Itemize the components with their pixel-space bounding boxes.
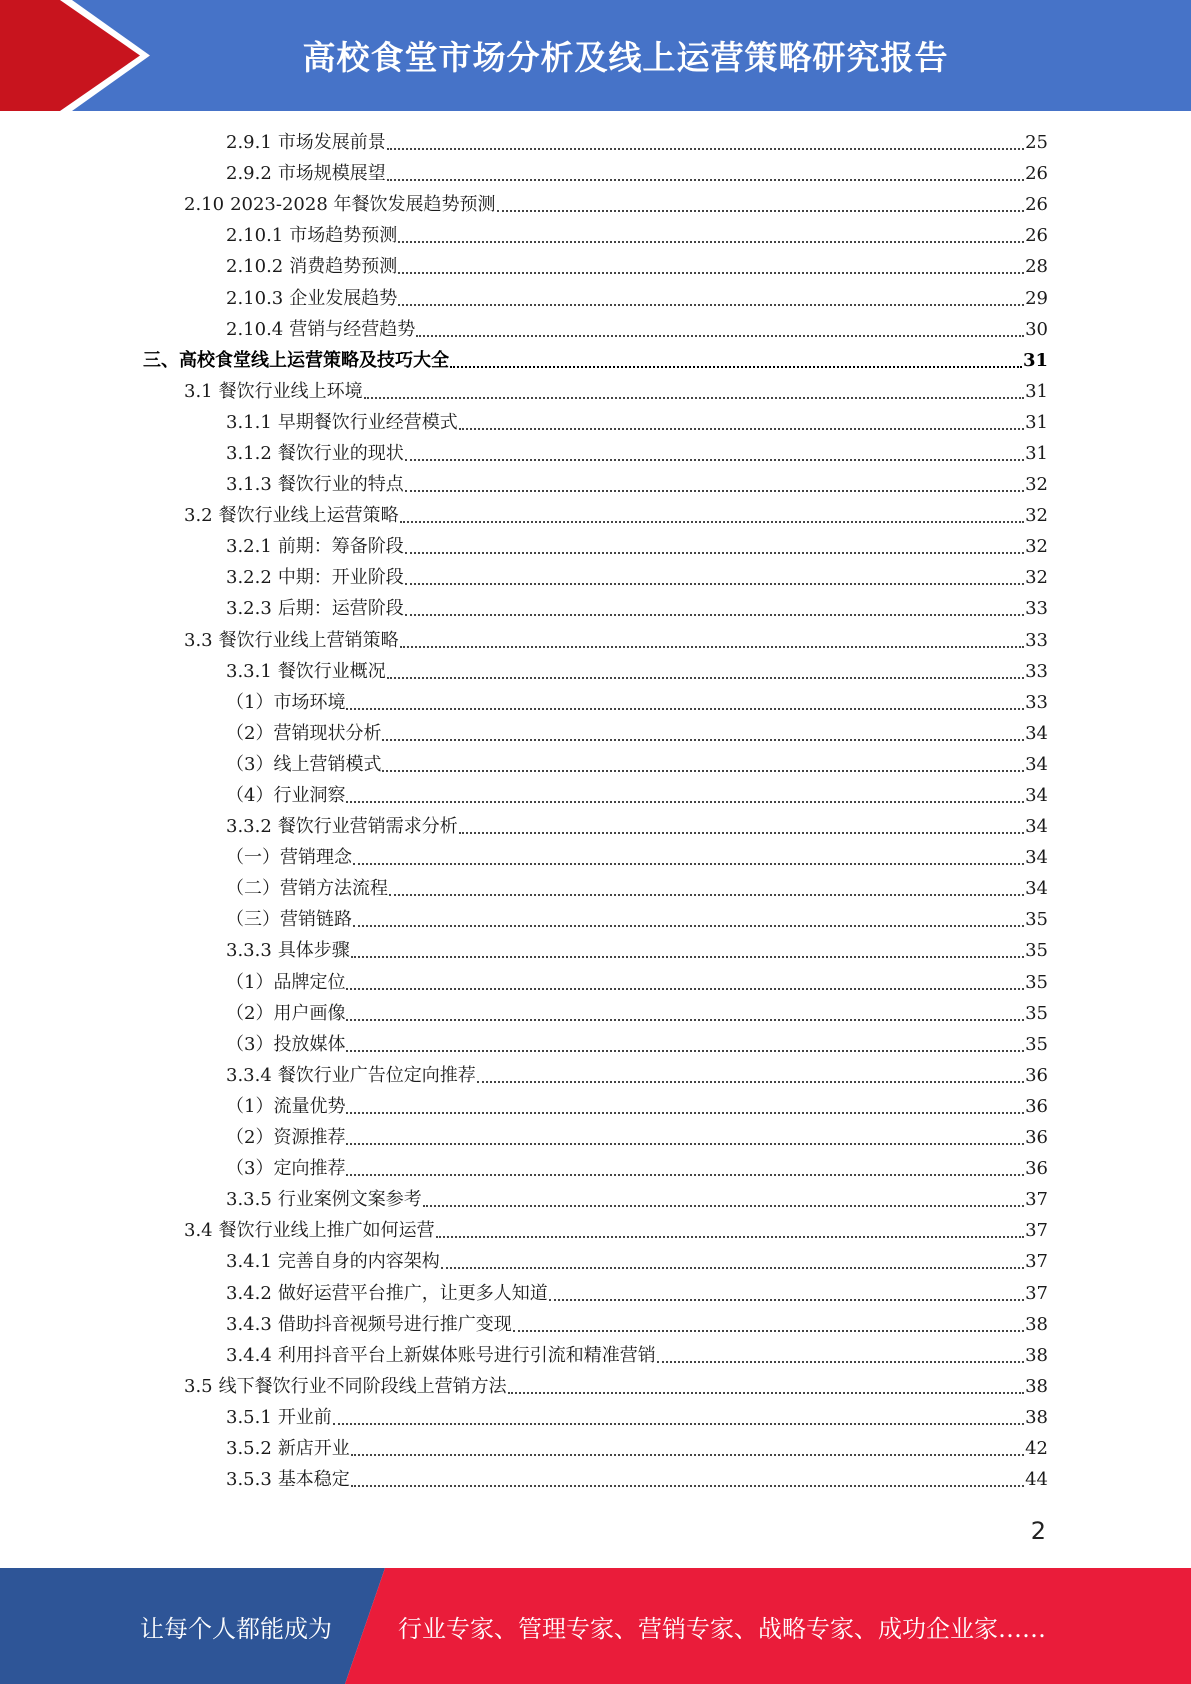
toc-entry[interactable] (0, 282, 1191, 313)
toc-entry[interactable] (0, 127, 1191, 158)
toc-entry-title: 流量优势 (273, 1095, 346, 1117)
toc-dot-leader (382, 749, 1024, 780)
toc-dot-leader (387, 158, 1024, 189)
toc-dot-leader (346, 1153, 1024, 1184)
toc-entry-label (226, 1246, 440, 1277)
toc-entry-number: 3.5.1 (226, 1406, 272, 1428)
toc-entry-number: 3.3 (184, 629, 213, 651)
toc-entry-page: 34 (1025, 878, 1048, 900)
toc-entry-title: 营销方法流程 (280, 878, 388, 900)
toc-entry-number: 3.5.3 (226, 1469, 272, 1491)
toc-dot-leader (400, 625, 1024, 656)
toc-entry-label (226, 935, 350, 966)
toc-entry-title: 线下餐饮行业不同阶段线上营销方法 (218, 1375, 507, 1397)
toc-dot-leader (346, 998, 1024, 1029)
toc-entry-label (226, 1464, 350, 1495)
toc-entry-number: 三、 (143, 349, 179, 371)
toc-entry-number: 3.2.3 (226, 598, 272, 620)
toc-entry-title: 营销理念 (280, 847, 352, 869)
toc-entry-page: 44 (1025, 1469, 1048, 1491)
toc-entry[interactable] (0, 749, 1191, 780)
toc-entry-label (226, 1340, 656, 1371)
toc-entry-number: 2.10.1 (226, 225, 284, 247)
toc-entry-title: 用户画像 (273, 1002, 346, 1024)
page-footer (0, 1568, 1191, 1684)
toc-entry-page: 26 (1025, 194, 1048, 216)
toc-entry-number: （1） (226, 1095, 274, 1117)
toc-entry-page: 34 (1025, 785, 1048, 807)
footer-slogan-right: 行业专家、管理专家、营销专家、战略专家、成功企业家…… (398, 1614, 1046, 1643)
toc-dot-leader (405, 438, 1024, 469)
toc-entry[interactable] (0, 1184, 1191, 1215)
toc-entry-title: 企业发展趋势 (289, 287, 398, 309)
toc-dot-leader (387, 127, 1024, 158)
toc-dot-leader (441, 1246, 1024, 1277)
toc-entry[interactable] (0, 687, 1191, 718)
toc-entry-number: 3.3.2 (226, 816, 272, 838)
toc-entry-page: 32 (1025, 567, 1048, 589)
footer-slogan-left: 让每个人都能成为 (140, 1614, 332, 1643)
toc-entry-page: 37 (1025, 1251, 1048, 1273)
toc-entry-page: 33 (1025, 598, 1048, 620)
toc-entry-label (226, 1309, 512, 1340)
toc-entry-label (226, 1122, 345, 1153)
toc-entry-number: 3.2.1 (226, 536, 272, 558)
toc-entry-label (184, 625, 399, 656)
toc-entry-page: 31 (1025, 442, 1048, 464)
toc-entry-page: 34 (1025, 816, 1048, 838)
toc-entry[interactable] (0, 656, 1191, 687)
toc-entry[interactable] (0, 438, 1191, 469)
toc-entry-number: 3.4.4 (226, 1344, 272, 1366)
toc-entry-title: 早期餐饮行业经营模式 (277, 411, 458, 433)
toc-entry-number: （3） (226, 1158, 274, 1180)
toc-entry-label (226, 562, 404, 593)
toc-entry-title: 餐饮行业营销需求分析 (277, 816, 458, 838)
toc-dot-leader (423, 1184, 1024, 1215)
toc-entry[interactable] (0, 1340, 1191, 1371)
toc-entry-title: 利用抖音平台上新媒体账号进行引流和精准营销 (277, 1344, 656, 1366)
toc-entry-page: 35 (1025, 1033, 1048, 1055)
toc-entry-page: 25 (1025, 132, 1048, 154)
toc-entry[interactable] (0, 1402, 1191, 1433)
toc-entry-label (226, 687, 345, 718)
toc-entry-page: 37 (1025, 1282, 1048, 1304)
toc-entry-number: （2） (226, 1002, 274, 1024)
toc-dot-leader (459, 407, 1024, 438)
toc-entry-number: 3.3.4 (226, 1064, 272, 1086)
toc-entry-page: 31 (1022, 349, 1048, 371)
toc-entry[interactable] (0, 314, 1191, 345)
toc-dot-leader (400, 500, 1024, 531)
toc-entry[interactable] (0, 345, 1191, 376)
toc-entry-label (226, 314, 415, 345)
toc-entry-number: 3.1.1 (226, 411, 272, 433)
toc-entry-number: （3） (226, 1033, 274, 1055)
toc-entry-page: 32 (1025, 505, 1048, 527)
toc-entry[interactable] (0, 500, 1191, 531)
toc-entry-title: 高校食堂线上运营策略及技巧大全 (179, 349, 449, 371)
toc-dot-leader (364, 376, 1024, 407)
toc-dot-leader (346, 967, 1024, 998)
toc-entry-page: 35 (1025, 940, 1048, 962)
toc-dot-leader (353, 904, 1024, 935)
toc-entry-title: 资源推荐 (273, 1127, 346, 1149)
toc-dot-leader (382, 718, 1024, 749)
toc-entry-title: 基本稳定 (277, 1469, 350, 1491)
toc-entry-label (226, 469, 404, 500)
toc-entry[interactable] (0, 562, 1191, 593)
toc-entry-label (226, 749, 381, 780)
toc-dot-leader (513, 1309, 1024, 1340)
toc-dot-leader (351, 935, 1024, 966)
page-header (0, 0, 1191, 111)
toc-entry-label (226, 1433, 350, 1464)
toc-entry[interactable] (0, 1029, 1191, 1060)
toc-entry[interactable] (0, 998, 1191, 1029)
toc-dot-leader (346, 1091, 1024, 1122)
toc-entry[interactable] (0, 1246, 1191, 1277)
toc-entry-number: 3.5.2 (226, 1437, 272, 1459)
toc-entry-title: 行业洞察 (273, 785, 346, 807)
toc-entry-number: 3.1 (184, 380, 213, 402)
toc-dot-leader (477, 1060, 1024, 1091)
toc-entry[interactable] (0, 469, 1191, 500)
toc-entry-title: 餐饮行业的特点 (277, 474, 404, 496)
toc-entry-title: 餐饮行业线上推广如何运营 (218, 1220, 435, 1242)
toc-entry[interactable] (0, 407, 1191, 438)
toc-entry-label (226, 158, 386, 189)
toc-dot-leader (351, 1464, 1024, 1495)
toc-entry-page: 36 (1025, 1127, 1048, 1149)
toc-entry-label (226, 842, 352, 873)
toc-entry-label (226, 967, 345, 998)
toc-entry-label (226, 873, 388, 904)
toc-entry-title: 品牌定位 (273, 971, 346, 993)
toc-entry-page: 35 (1025, 1002, 1048, 1024)
toc-entry-page: 36 (1025, 1064, 1048, 1086)
toc-entry-page: 28 (1025, 256, 1048, 278)
toc-entry[interactable] (0, 1309, 1191, 1340)
toc-entry-label (226, 811, 458, 842)
toc-entry[interactable] (0, 593, 1191, 624)
toc-dot-leader (508, 1371, 1024, 1402)
toc-entry-title: 完善自身的内容架构 (277, 1251, 440, 1273)
toc-entry[interactable] (0, 531, 1191, 562)
toc-entry-page: 26 (1025, 163, 1048, 185)
toc-entry-label (226, 904, 352, 935)
toc-entry-page: 31 (1025, 411, 1048, 433)
header-chevron-decoration (0, 0, 150, 111)
toc-entry-label (226, 1278, 548, 1309)
toc-entry[interactable] (0, 935, 1191, 966)
toc-dot-leader (398, 251, 1024, 282)
toc-entry-number: 3.3.3 (226, 940, 272, 962)
toc-entry-number: 2.10.3 (226, 287, 284, 309)
toc-entry-number: 3.5 (184, 1375, 213, 1397)
toc-entry-label (226, 283, 397, 314)
toc-entry-number: 3.4.3 (226, 1313, 272, 1335)
toc-entry-number: （3） (226, 753, 274, 775)
toc-entry-label (226, 780, 345, 811)
toc-entry-page: 38 (1025, 1406, 1048, 1428)
toc-entry-title: 餐饮行业线上运营策略 (218, 505, 399, 527)
toc-entry-number: 3.4 (184, 1220, 213, 1242)
toc-entry-title: 市场规模展望 (277, 163, 386, 185)
toc-dot-leader (549, 1278, 1024, 1309)
toc-entry[interactable] (0, 1433, 1191, 1464)
toc-dot-leader (450, 345, 1022, 376)
toc-dot-leader (405, 469, 1024, 500)
toc-dot-leader (346, 1122, 1024, 1153)
toc-entry[interactable] (0, 1060, 1191, 1091)
toc-entry-number: 2.9.1 (226, 132, 272, 154)
toc-entry-label (226, 1091, 345, 1122)
toc-entry-title: 开业前 (277, 1406, 332, 1428)
toc-entry-page: 36 (1025, 1095, 1048, 1117)
toc-entry-page: 31 (1025, 380, 1048, 402)
toc-entry-label (226, 407, 458, 438)
toc-entry-label (184, 1371, 507, 1402)
toc-dot-leader (333, 1402, 1024, 1433)
toc-entry-title: 餐饮行业线上营销策略 (218, 629, 399, 651)
toc-entry-number: （二） (226, 878, 280, 900)
toc-entry-number: 3.3.5 (226, 1189, 272, 1211)
toc-entry-page: 29 (1025, 287, 1048, 309)
toc-entry-label (226, 1029, 345, 1060)
toc-entry[interactable] (0, 251, 1191, 282)
toc-entry-page: 34 (1025, 847, 1048, 869)
toc-entry-title: 营销链路 (280, 909, 352, 931)
toc-entry-label (226, 531, 404, 562)
toc-entry-number: 3.2 (184, 505, 213, 527)
toc-entry-number: 2.10.4 (226, 318, 284, 340)
toc-entry-number: 3.4.2 (226, 1282, 272, 1304)
toc-dot-leader (389, 873, 1024, 904)
toc-dot-leader (657, 1340, 1024, 1371)
toc-entry[interactable] (0, 1122, 1191, 1153)
toc-entry-page: 36 (1025, 1158, 1048, 1180)
toc-entry-page: 38 (1025, 1344, 1048, 1366)
toc-entry[interactable] (0, 625, 1191, 656)
toc-entry-title: 做好运营平台推广，让更多人知道 (277, 1282, 548, 1304)
toc-entry-title: 消费趋势预测 (289, 256, 398, 278)
toc-dot-leader (351, 1433, 1024, 1464)
toc-dot-leader (346, 780, 1024, 811)
toc-entry-page: 34 (1025, 722, 1048, 744)
toc-entry-title: 2023-2028 年餐饮发展趋势预测 (230, 194, 496, 216)
toc-entry[interactable] (0, 1371, 1191, 1402)
toc-dot-leader (398, 220, 1024, 251)
toc-entry-title: 中期：开业阶段 (277, 567, 404, 589)
toc-entry-page: 38 (1025, 1313, 1048, 1335)
toc-entry-title: 新店开业 (277, 1437, 350, 1459)
toc-dot-leader (436, 1215, 1024, 1246)
toc-entry[interactable] (0, 376, 1191, 407)
toc-entry-label (226, 998, 345, 1029)
toc-dot-leader (497, 189, 1025, 220)
toc-dot-leader (405, 531, 1024, 562)
toc-entry-title: 前期：筹备阶段 (277, 536, 404, 558)
toc-entry-page: 26 (1025, 225, 1048, 247)
toc-entry-page: 37 (1025, 1189, 1048, 1211)
toc-entry-number: （三） (226, 909, 280, 931)
toc-entry[interactable] (0, 1464, 1191, 1495)
toc-entry-page: 32 (1025, 474, 1048, 496)
toc-entry-label (184, 1215, 435, 1246)
toc-entry-title: 营销现状分析 (273, 722, 382, 744)
toc-dot-leader (353, 842, 1024, 873)
toc-entry[interactable] (0, 1215, 1191, 1246)
toc-entry-page: 34 (1025, 753, 1048, 775)
toc-entry-title: 市场环境 (273, 691, 346, 713)
toc-entry-number: （一） (226, 847, 280, 869)
toc-entry[interactable] (0, 904, 1191, 935)
toc-entry[interactable] (0, 189, 1191, 220)
toc-entry[interactable] (0, 1277, 1191, 1308)
toc-entry[interactable] (0, 842, 1191, 873)
toc-entry-label (226, 127, 386, 158)
toc-entry-page: 38 (1025, 1375, 1048, 1397)
toc-entry-label (226, 1060, 476, 1091)
toc-dot-leader (459, 811, 1024, 842)
toc-entry-number: （1） (226, 691, 274, 713)
toc-entry[interactable] (0, 873, 1191, 904)
toc-entry-label (226, 1402, 332, 1433)
toc-dot-leader (405, 593, 1024, 624)
toc-entry-label (226, 1184, 422, 1215)
toc-entry-title: 行业案例文案参考 (277, 1189, 422, 1211)
toc-entry[interactable] (0, 158, 1191, 189)
toc-entry-number: 3.4.1 (226, 1251, 272, 1273)
toc-entry-label (184, 189, 496, 220)
toc-entry-number: 2.10.2 (226, 256, 284, 278)
toc-entry-number: 3.2.2 (226, 567, 272, 589)
toc-entry-title: 餐饮行业线上环境 (218, 380, 363, 402)
toc-entry-number: 3.3.1 (226, 660, 272, 682)
toc-dot-leader (387, 656, 1024, 687)
toc-entry-label (226, 438, 404, 469)
toc-entry[interactable] (0, 718, 1191, 749)
toc-entry-title: 线上营销模式 (273, 753, 382, 775)
report-title: 高校食堂市场分析及线上运营策略研究报告 (302, 38, 949, 77)
toc-entry-number: 3.1.2 (226, 442, 272, 464)
toc-dot-leader (346, 687, 1024, 718)
toc-entry-label (143, 345, 449, 376)
table-of-contents (0, 127, 1191, 1495)
toc-entry-label (184, 376, 363, 407)
toc-entry-label (184, 500, 399, 531)
toc-entry-number: （2） (226, 1127, 274, 1149)
toc-entry-page: 35 (1025, 971, 1048, 993)
toc-entry-label (226, 718, 381, 749)
toc-entry-page: 35 (1025, 909, 1048, 931)
toc-entry-title: 借助抖音视频号进行推广变现 (277, 1313, 512, 1335)
toc-entry-title: 营销与经营趋势 (289, 318, 416, 340)
toc-entry-page: 33 (1025, 691, 1048, 713)
toc-entry[interactable] (0, 220, 1191, 251)
toc-entry[interactable] (0, 780, 1191, 811)
toc-entry-number: （2） (226, 722, 274, 744)
toc-entry-page: 33 (1025, 660, 1048, 682)
toc-entry[interactable] (0, 1091, 1191, 1122)
toc-entry-title: 餐饮行业广告位定向推荐 (277, 1064, 476, 1086)
toc-entry-page: 30 (1025, 318, 1048, 340)
toc-entry[interactable] (0, 1153, 1191, 1184)
toc-entry[interactable] (0, 967, 1191, 998)
toc-entry-number: （4） (226, 785, 274, 807)
toc-dot-leader (416, 314, 1024, 345)
toc-entry-number: 3.1.3 (226, 474, 272, 496)
toc-entry-title: 市场发展前景 (277, 132, 386, 154)
toc-dot-leader (398, 283, 1024, 314)
toc-entry-page: 32 (1025, 536, 1048, 558)
toc-entry[interactable] (0, 811, 1191, 842)
toc-entry-label (226, 251, 397, 282)
toc-entry-page: 42 (1025, 1437, 1048, 1459)
toc-entry-title: 市场趋势预测 (289, 225, 398, 247)
toc-entry-title: 餐饮行业概况 (277, 660, 386, 682)
toc-entry-title: 投放媒体 (273, 1033, 346, 1055)
toc-dot-leader (405, 562, 1024, 593)
toc-entry-title: 具体步骤 (277, 940, 350, 962)
toc-entry-number: 2.10 (184, 194, 225, 216)
toc-entry-title: 定向推荐 (273, 1158, 346, 1180)
toc-entry-label (226, 220, 397, 251)
toc-entry-number: （1） (226, 971, 274, 993)
toc-entry-label (226, 593, 404, 624)
page-number: 2 (1030, 1517, 1046, 1545)
toc-entry-page: 33 (1025, 629, 1048, 651)
toc-entry-page: 37 (1025, 1220, 1048, 1242)
toc-entry-title: 后期：运营阶段 (277, 598, 404, 620)
toc-entry-title: 餐饮行业的现状 (277, 442, 404, 464)
toc-entry-number: 2.9.2 (226, 163, 272, 185)
toc-dot-leader (346, 1029, 1024, 1060)
toc-entry-label (226, 656, 386, 687)
toc-entry-label (226, 1153, 345, 1184)
